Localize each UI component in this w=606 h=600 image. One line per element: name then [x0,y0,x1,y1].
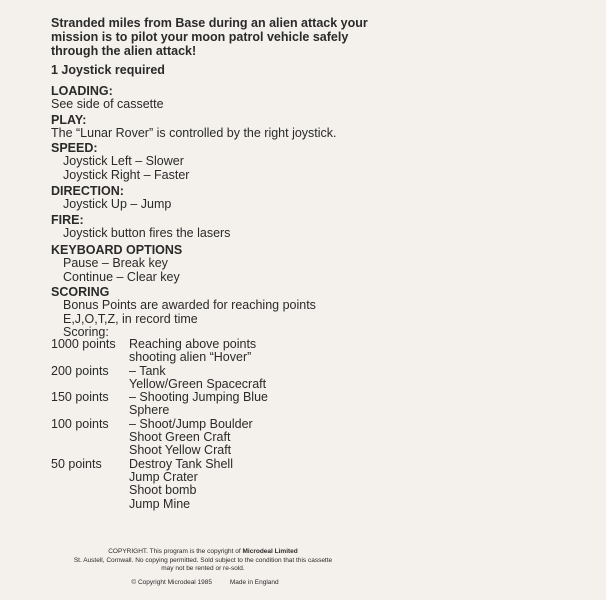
score-row [51,418,451,458]
play-heading: PLAY: [51,113,87,127]
score-desc-line: Shoot Yellow Craft [129,443,232,458]
loading-line: See side of cassette [51,97,164,111]
score-description [129,418,451,458]
score-description [129,365,451,392]
direction-section [51,184,471,212]
score-points: 100 points [51,416,109,431]
score-description [129,338,451,365]
score-points: 150 points [51,390,109,405]
score-points: 1000 points [51,337,116,351]
fire-section [51,213,471,241]
copyright-line [0,548,408,557]
score-description [129,458,451,511]
company-name: Microdeal Limited [242,548,298,555]
score-desc-line: Reaching above points [129,337,257,351]
keyboard-line: Continue – Clear key [63,269,180,284]
scoring-section [51,285,471,340]
score-desc-line: Sphere [129,403,170,418]
keyboard-heading: KEYBOARD OPTIONS [51,243,183,257]
direction-heading: DIRECTION: [51,184,124,198]
fire-line: Joystick button fires the lasers [63,226,231,240]
score-table [51,338,451,511]
score-row [51,365,451,392]
score-desc-line: Destroy Tank Shell [129,456,233,471]
score-desc-line: – Shoot/Jump Boulder [129,416,253,431]
scoring-line: E,J,O,T,Z, in record time [63,311,198,326]
scoring-line: Scoring: [63,325,109,339]
loading-section [51,84,471,112]
scoring-heading: SCORING [51,285,110,299]
score-row [51,458,451,511]
score-points: 50 points [51,456,102,471]
copyright-line: St. Austell, Cornwall. No copying permitted. Sold subject to the condition that this cassette [73,556,333,564]
speed-line: Joystick Right – Faster [63,167,190,182]
speed-section [51,141,471,182]
fire-heading: FIRE: [51,213,84,227]
intro-text: Stranded miles from Base during an alien attack your mission is to pilot your moon patrol vehicle safely through the alien attack! [51,16,368,58]
keyboard-line: Pause – Break key [63,256,168,270]
copyright-line: may not be rented or re-sold. [161,565,245,572]
score-desc-line: Yellow/Green Spacecraft [129,376,267,391]
score-desc-line: – Shooting Jumping Blue [129,390,268,405]
score-desc-line: Jump Mine [129,496,191,511]
score-desc-line: shooting alien “Hover” [129,350,252,365]
score-desc-line: Shoot bomb [129,483,197,498]
copyright-notice [0,548,408,574]
score-row [51,391,451,418]
score-points: 200 points [51,363,109,378]
play-section [51,113,471,141]
speed-heading: SPEED: [51,141,98,155]
score-description [129,391,451,418]
copyright-mark-line [0,579,410,588]
score-desc-line: Shoot Green Craft [129,430,231,445]
score-row [51,338,451,365]
score-desc-line: Jump Crater [129,469,198,484]
score-desc-line: – Tank [129,363,166,378]
scoring-line: Bonus Points are awarded for reaching points [63,298,316,312]
made-in-label: Made in England [229,579,279,586]
direction-line: Joystick Up – Jump [63,197,172,211]
copyright-mark: © Copyright Microdeal 1985 [131,579,213,586]
joystick-requirement: 1 Joystick required [51,63,165,77]
loading-heading: LOADING: [51,84,113,98]
play-line: The “Lunar Rover” is controlled by the right joystick. [51,126,337,140]
copyright-prefix: COPYRIGHT. This program is the copyright of [108,548,243,555]
speed-line: Joystick Left – Slower [63,154,184,168]
keyboard-section [51,243,471,284]
